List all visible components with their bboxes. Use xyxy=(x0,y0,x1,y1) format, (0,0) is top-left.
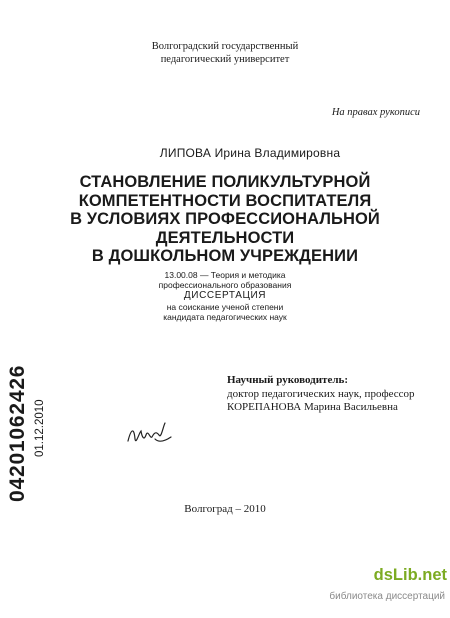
supervisor-rank: доктор педагогических наук, профессор xyxy=(227,388,415,400)
title-line-4: ДЕЯТЕЛЬНОСТИ xyxy=(155,228,295,247)
document-type: ДИССЕРТАЦИЯ xyxy=(183,290,267,301)
title-line-2: КОМПЕТЕНТНОСТИ ВОСПИТАТЕЛЯ xyxy=(78,191,372,210)
degree-line-2: кандидата педагогических наук xyxy=(163,312,287,322)
library-barcode-number: 04201062426 xyxy=(6,364,29,502)
institution-line-2: педагогический университет xyxy=(160,54,290,65)
degree-sought xyxy=(130,302,320,322)
title-line-5: В ДОШКОЛЬНОМ УЧРЕЖДЕНИИ xyxy=(91,247,359,265)
handwritten-signature xyxy=(125,419,173,449)
dissertation-title xyxy=(55,173,395,266)
author-name: ЛИПОВА Ирина Владимировна xyxy=(159,146,341,160)
supervisor-name: КОРЕПАНОВА Марина Васильевна xyxy=(227,401,398,413)
manuscript-rights-note: На правах рукописи xyxy=(331,107,420,118)
institution-line-1: Волгоградский государственный xyxy=(151,41,299,52)
specialty-line-1: 13.00.08 — Теория и методика xyxy=(164,270,286,280)
library-barcode-date: 01.12.2010 xyxy=(34,399,46,457)
dslib-subtitle: библиотека диссертаций xyxy=(329,591,445,602)
specialty xyxy=(140,270,310,290)
place-and-year: Волгоград – 2010 xyxy=(184,503,266,515)
supervisor-label: Научный руководитель: xyxy=(227,374,348,386)
title-line-1: СТАНОВЛЕНИЕ ПОЛИКУЛЬТУРНОЙ xyxy=(79,173,371,191)
specialty-line-2: профессионального образования xyxy=(158,280,292,290)
degree-line-1: на соискание ученой степени xyxy=(166,302,284,312)
institution-name xyxy=(120,40,330,66)
dslib-logo[interactable]: dsLib.net xyxy=(373,566,447,584)
title-line-3: В УСЛОВИЯХ ПРОФЕССИОНАЛЬНОЙ xyxy=(70,210,380,228)
